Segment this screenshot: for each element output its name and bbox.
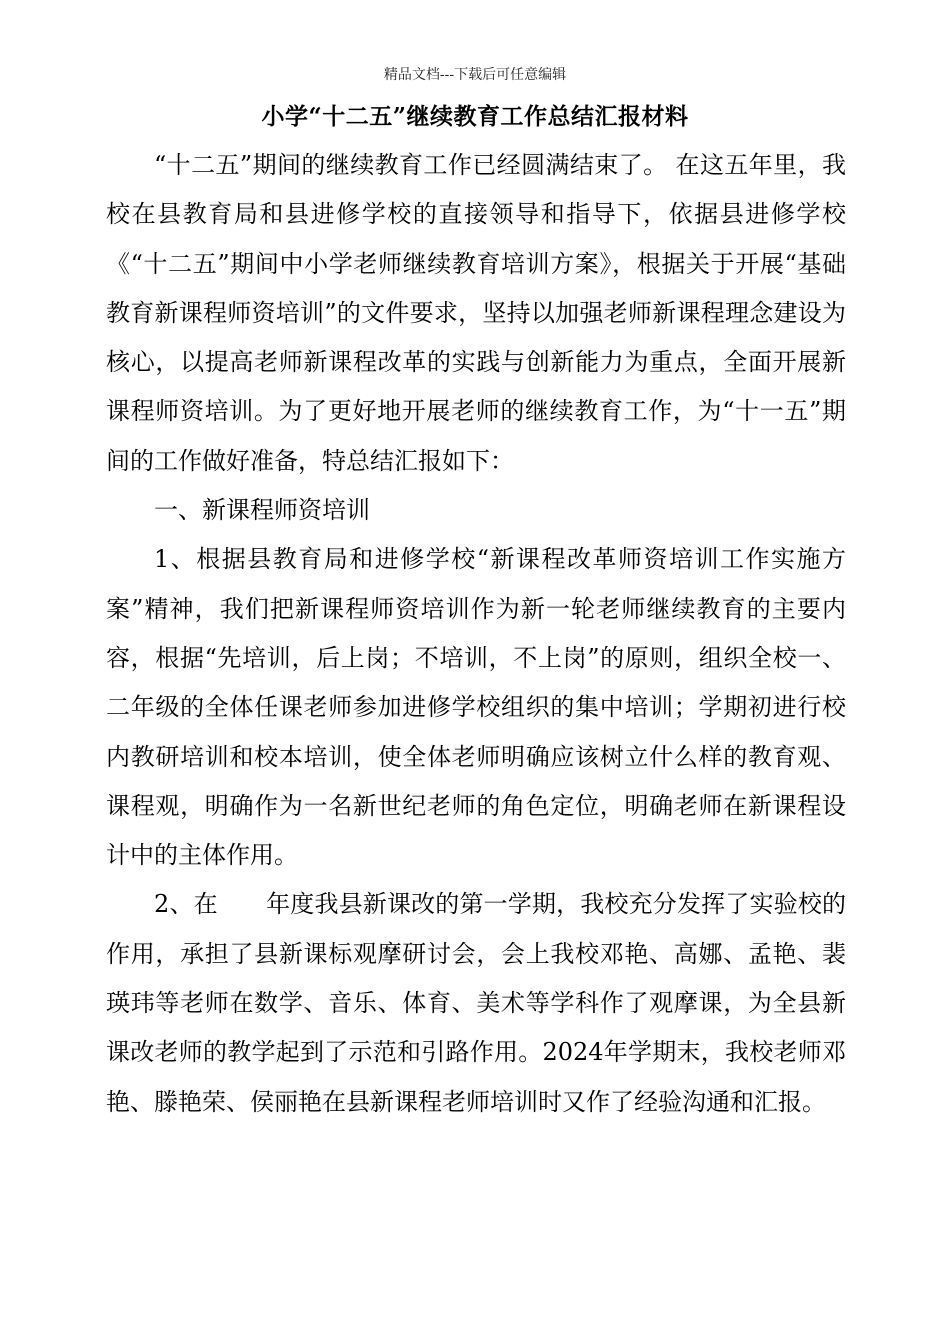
paragraph-item-1: 1、根据县教育局和进修学校“新课程改革师资培训工作实施方案”精神，我们把新课程师资培训作为新一轮老师继续教育的主要内容，根据“先培训，后上岗；不培训，不上岗”的原则，组织全校一、二年级的全体任课老师参加进修学校组织的集中培训；学期初进行校内教研培训和校本培训，使全体老师明确应该树立什么样的教育观、课程观，明确作为一名新世纪老师的角色定位，明确老师在新课程设计中的主体作用。 xyxy=(106,545,846,870)
document-title: 小学“十二五”继续教育工作总结汇报材料 xyxy=(261,103,689,130)
header-note: 精品文档---下载后可任意编辑 xyxy=(383,67,567,83)
section-heading-1: 一、新课程师资培训 xyxy=(154,496,370,525)
paragraph-item-2: 2、在 年度我县新课改的第一学期，我校充分发挥了实验校的作用，承担了县新课标观摩研讨会，会上我校邓艳、高娜、孟艳、裴瑛玮等老师在数学、音乐、体育、美术等学科作了观摩课，为全县新课改老师的教学起到了示范和引路作用。2024年学期末，我校老师邓艳、滕艳荣、侯丽艳在县新课程老师培训时又作了经验沟通和汇报。 xyxy=(106,890,846,1116)
document-body xyxy=(106,141,846,1127)
paragraph-intro: “十二五”期间的继续教育工作已经圆满结束了。 在这五年里，我校在县教育局和县进修学校的直接领导和指导下，依据县进修学校《“十二五”期间中小学老师继续教育培训方案》，根据关于开展“基础教育新课程师资培训”的文件要求，坚持以加强老师新课程理念建设为核心，以提高老师新课程改革的实践与创新能力为重点，全面开展新课程师资培训。为了更好地开展老师的继续教育工作，为“十一五”期间的工作做好准备，特总结汇报如下： xyxy=(106,151,846,475)
